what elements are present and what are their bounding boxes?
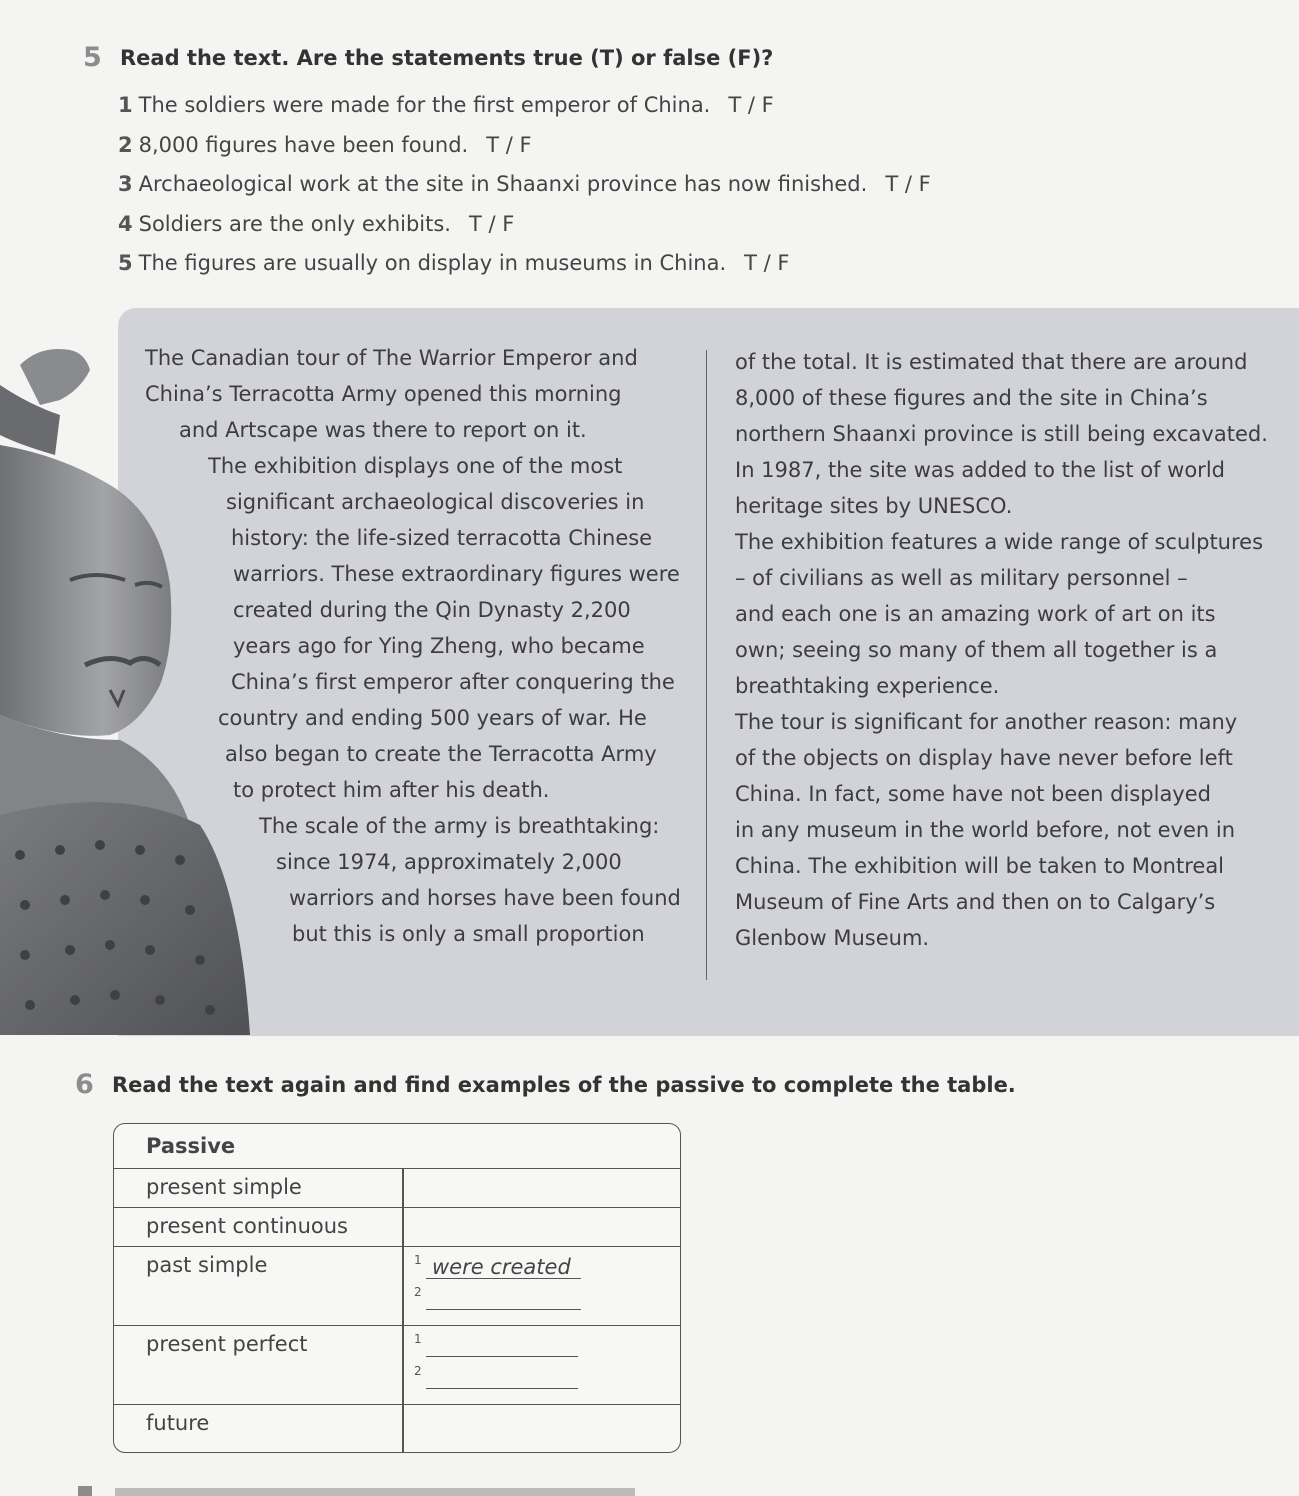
- tense-label: present continuous: [146, 1214, 348, 1238]
- answer-number: 1: [414, 1332, 422, 1346]
- column-separator: [402, 1326, 404, 1404]
- statement-number: 5: [118, 251, 133, 275]
- table-row: [114, 1168, 680, 1207]
- tense-label: present simple: [146, 1175, 302, 1199]
- article-line: Glenbow Museum.: [735, 926, 930, 950]
- article-line: and each one is an amazing work of art on its: [735, 602, 1216, 626]
- article-line: significant archaeological discoveries in: [226, 490, 645, 514]
- exercise-6-number: 6: [75, 1069, 94, 1100]
- article-line: The tour is significant for another reason: many: [735, 710, 1238, 734]
- article-line: The Canadian tour of The Warrior Emperor and: [145, 346, 638, 370]
- article-line: country and ending 500 years of war. He: [218, 706, 647, 730]
- article-line: but this is only a small proportion: [292, 922, 645, 946]
- article-line: The exhibition displays one of the most: [208, 454, 623, 478]
- article-line: in any museum in the world before, not even in: [735, 818, 1236, 842]
- answer-blank-2[interactable]: [426, 1388, 578, 1389]
- answer-number: 1: [414, 1253, 422, 1267]
- article-line: heritage sites by UNESCO.: [735, 494, 1013, 518]
- article-line: of the objects on display have never before left: [735, 746, 1233, 770]
- table-row: [114, 1404, 680, 1453]
- statement-number: 4: [118, 211, 133, 236]
- article-line: warriors and horses have been found: [289, 886, 681, 910]
- column-divider: [706, 350, 707, 980]
- statement-number: 2: [118, 132, 133, 157]
- answer-text: were created: [432, 1255, 571, 1279]
- true-false-choice[interactable]: T / F: [885, 172, 931, 196]
- answer-number: 2: [414, 1285, 422, 1299]
- cut-off-next-exercise: [70, 1482, 670, 1496]
- article-line: In 1987, the site was added to the list of world: [735, 458, 1225, 482]
- statement-item: [118, 205, 931, 245]
- article-line: The exhibition features a wide range of sculptures: [735, 530, 1264, 554]
- true-false-choice[interactable]: T / F: [468, 211, 515, 236]
- article-left-column: [145, 340, 705, 952]
- tense-label: past simple: [146, 1253, 268, 1277]
- exercise-5-instruction: Read the text. Are the statements true (T) or false (F)?: [120, 46, 774, 70]
- answer-blank-2[interactable]: [426, 1309, 581, 1310]
- column-separator: [402, 1247, 404, 1325]
- statement-text: Archaeological work at the site in Shaanxi province has now finished.: [138, 172, 868, 196]
- statement-item: [118, 165, 931, 205]
- true-false-choice[interactable]: T / F: [728, 93, 774, 117]
- article-line: created during the Qin Dynasty 2,200: [233, 598, 631, 622]
- column-separator: [402, 1405, 404, 1453]
- table-row: [114, 1325, 680, 1404]
- article-line: warriors. These extraordinary figures were: [233, 562, 680, 586]
- article-line: of the total. It is estimated that there are around: [735, 350, 1248, 374]
- statement-item: [118, 86, 931, 126]
- article-line: years ago for Ying Zheng, who became: [233, 634, 645, 658]
- true-false-choice[interactable]: T / F: [744, 251, 790, 275]
- article-line: China. In fact, some have not been displayed: [735, 782, 1211, 806]
- statement-text: The figures are usually on display in museums in China.: [138, 251, 727, 275]
- statement-number: 3: [118, 172, 133, 196]
- table-row: [114, 1246, 680, 1325]
- article-line: since 1974, approximately 2,000: [276, 850, 622, 874]
- article-line: own; seeing so many of them all together is a: [735, 638, 1218, 662]
- statement-number: 1: [118, 93, 133, 117]
- table-row: [114, 1207, 680, 1246]
- answer-blank-1[interactable]: [426, 1356, 578, 1357]
- article-line: The scale of the army is breathtaking:: [259, 814, 660, 838]
- article-right-column: [735, 344, 1295, 956]
- tense-label: future: [146, 1411, 210, 1435]
- column-separator: [402, 1208, 404, 1246]
- exercise-6-instruction: Read the text again and find examples of the passive to complete the table.: [112, 1073, 1016, 1097]
- true-false-choice[interactable]: T / F: [486, 132, 532, 157]
- article-line: to protect him after his death.: [233, 778, 550, 802]
- article-line: China’s first emperor after conquering the: [231, 670, 675, 694]
- table-header: Passive: [146, 1134, 236, 1158]
- statement-item: [118, 126, 931, 166]
- statements-list: [118, 86, 931, 284]
- column-separator: [402, 1169, 404, 1207]
- answer-number: 2: [414, 1364, 422, 1378]
- article-line: breathtaking experience.: [735, 674, 1000, 698]
- tense-label: present perfect: [146, 1332, 308, 1356]
- article-line: – of civilians as well as military personnel –: [735, 566, 1188, 590]
- article-line: and Artscape was there to report on it.: [179, 418, 587, 442]
- article-line: history: the life-sized terracotta Chinese: [231, 526, 653, 550]
- passive-table: [113, 1123, 681, 1453]
- statement-text: The soldiers were made for the first emperor of China.: [138, 93, 711, 117]
- article-line: China. The exhibition will be taken to Montreal: [735, 854, 1225, 878]
- statement-text: 8,000 figures have been found.: [138, 132, 469, 157]
- article-line: also began to create the Terracotta Army: [225, 742, 657, 766]
- article-line: Museum of Fine Arts and then on to Calgary’s: [735, 890, 1216, 914]
- statement-text: Soldiers are the only exhibits.: [138, 211, 451, 236]
- exercise-5-number: 5: [83, 42, 102, 73]
- answer-blank-1[interactable]: [426, 1278, 581, 1279]
- article-line: China’s Terracotta Army opened this morning: [145, 382, 622, 406]
- statement-item: [118, 244, 931, 284]
- article-line: northern Shaanxi province is still being excavated.: [735, 422, 1268, 446]
- article-line: 8,000 of these figures and the site in China’s: [735, 386, 1208, 410]
